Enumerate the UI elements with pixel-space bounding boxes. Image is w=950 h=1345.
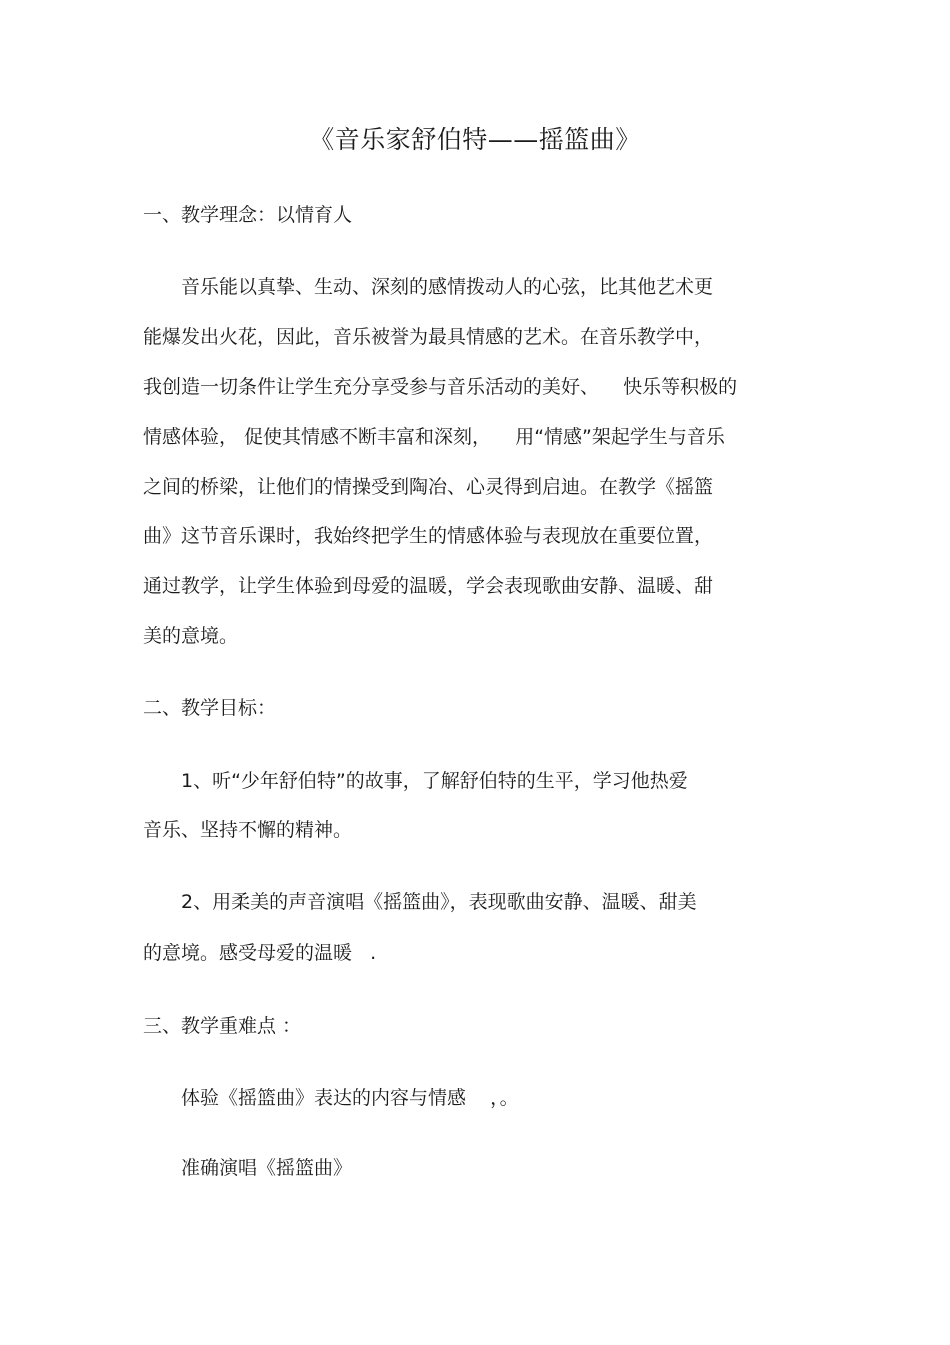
paragraph-line: 情感体验， 促使其情感不断丰富和深刻， 用“情感”架起学生与音乐 xyxy=(143,426,725,448)
objective-item-2-line: 2、用柔美的声音演唱《摇篮曲》，表现歌曲安静、温暖、甜美 xyxy=(181,891,697,913)
paragraph-line: 美的意境。 xyxy=(143,625,239,647)
paragraph-line: 曲》这节音乐课时，我始终把学生的情感体验与表现放在重要位置， xyxy=(143,525,714,547)
objective-item-2-line: 的意境。感受母爱的温暖 . xyxy=(143,942,377,964)
paragraph-line: 我创造一切条件让学生充分享受参与音乐活动的美好、 快乐等积极的 xyxy=(143,376,738,398)
paragraph-line: 能爆发出火花，因此，音乐被誉为最具情感的艺术。在音乐教学中， xyxy=(143,326,714,348)
paragraph-line: 通过教学，让学生体验到母爱的温暖，学会表现歌曲安静、温暖、甜 xyxy=(143,575,714,597)
document-title: 《音乐家舒伯特——摇篮曲》 xyxy=(309,125,641,154)
paragraph-line: 音乐能以真挚、生动、深刻的感情拨动人的心弦，比其他艺术更 xyxy=(181,276,714,298)
section-heading-philosophy: 一、教学理念：以情育人 xyxy=(143,204,353,226)
paragraph-line: 之间的桥梁，让他们的情操受到陶冶、心灵得到启迪。在教学《摇篮 xyxy=(143,476,714,498)
key-point-2: 准确演唱《摇篮曲》 xyxy=(181,1157,353,1179)
objective-item-1-line: 1、听“少年舒伯特”的故事，了解舒伯特的生平，学习他热爱 xyxy=(181,770,688,792)
section-heading-key-points: 三、教学重难点 ： xyxy=(143,1015,302,1037)
objective-item-1-line: 音乐、坚持不懈的精神。 xyxy=(143,819,353,841)
key-point-1: 体验《摇篮曲》表达的内容与情感 ，。 xyxy=(181,1087,519,1109)
section-heading-objectives: 二、教学目标： xyxy=(143,697,277,719)
